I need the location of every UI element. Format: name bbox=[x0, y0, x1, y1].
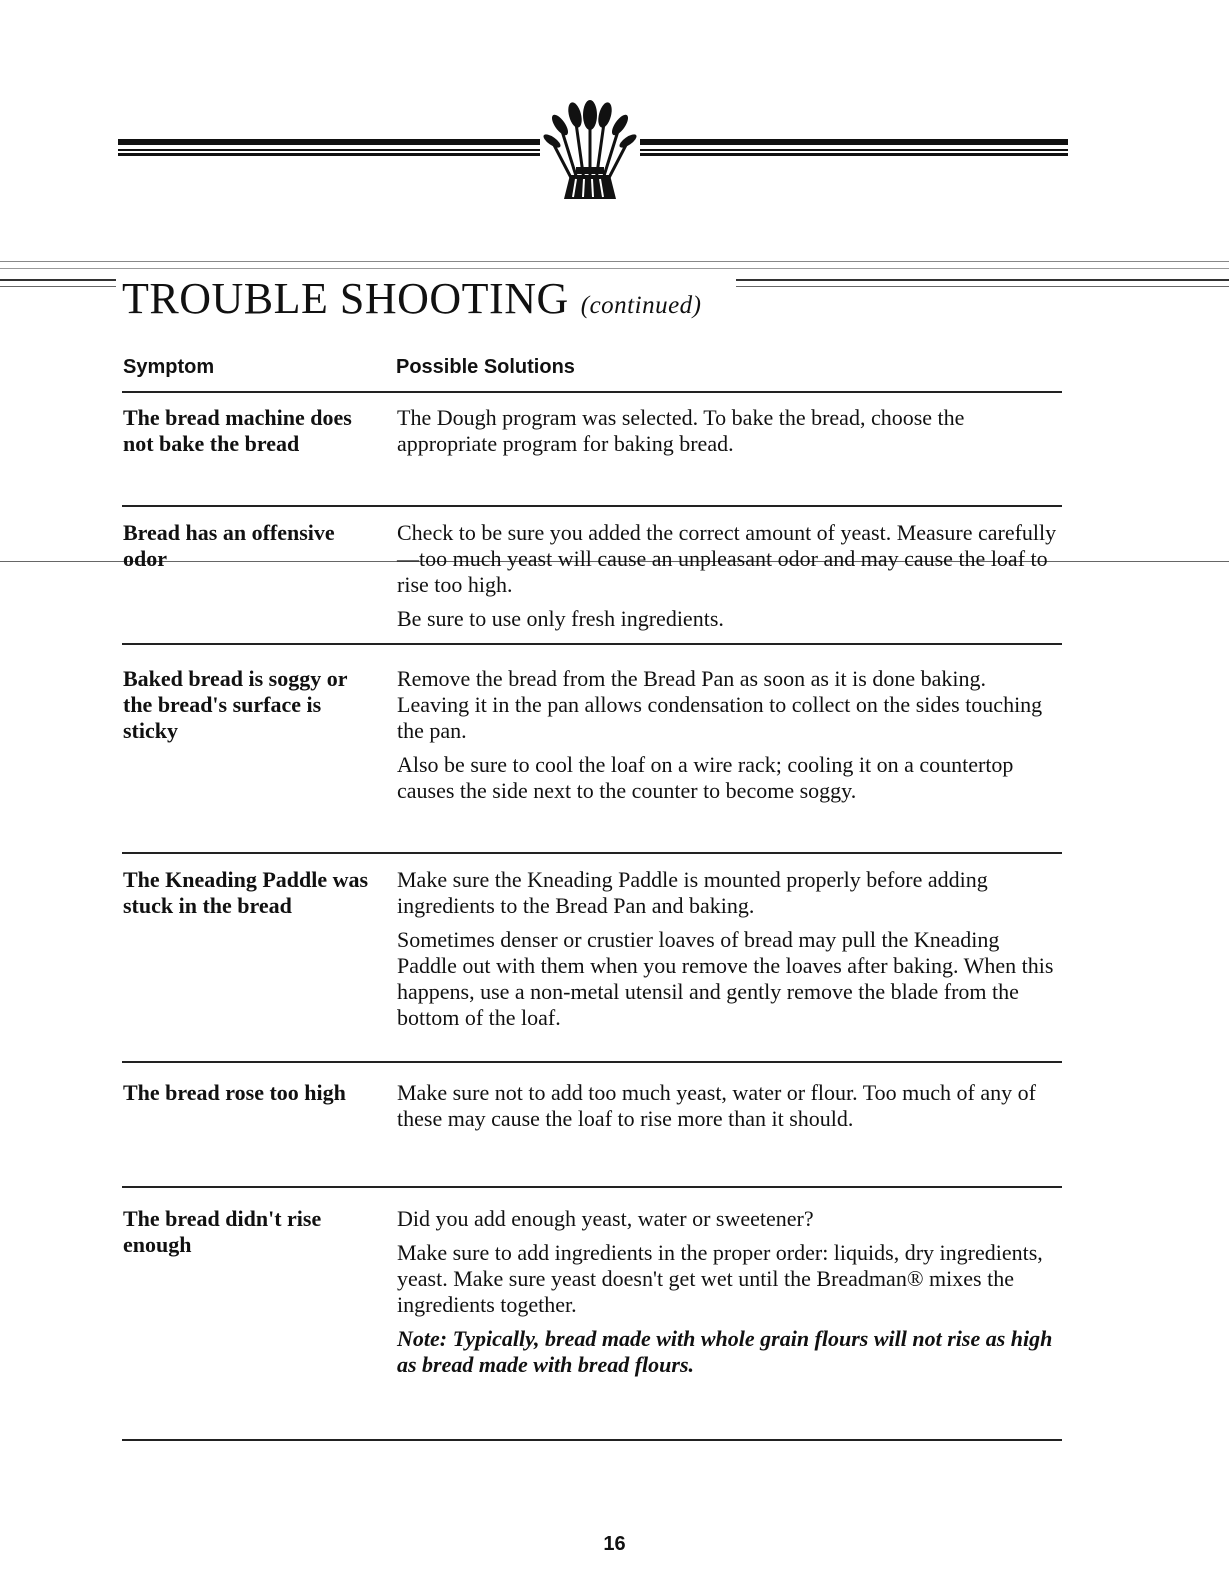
page-number: 16 bbox=[603, 1533, 626, 1555]
continued-label: (continued) bbox=[580, 292, 702, 319]
header-rule bbox=[0, 268, 1229, 269]
solutions-odor bbox=[397, 520, 1057, 640]
solution-text: Remove the bread from the Bread Pan as soon as it is done baking. Leaving it in the pan allows condensation to collect on the sides touching the pan. bbox=[397, 666, 1043, 743]
row-divider bbox=[122, 391, 1062, 393]
header-rule bbox=[0, 261, 1229, 262]
symptom-paddle-stuck: The Kneading Paddle was stuck in the bread bbox=[123, 867, 369, 918]
solutions-rose-too-high bbox=[397, 1080, 1057, 1140]
solution-text: The Dough program was selected. To bake the bread, choose the appropriate program for baking bread. bbox=[397, 405, 965, 456]
solutions-no-bake bbox=[397, 405, 1057, 465]
page-title: TROUBLE SHOOTING (continued) bbox=[122, 274, 702, 323]
solution-text: Also be sure to cool the loaf on a wire rack; cooling it on a countertop causes the side next to the counter to become soggy. bbox=[397, 752, 1014, 803]
wheat-sheaf-icon bbox=[540, 95, 640, 203]
symptom-no-bake: The bread machine does not bake the bread bbox=[123, 405, 352, 456]
symptom-soggy: Baked bread is soggy or the bread's surface is sticky bbox=[123, 666, 348, 743]
solution-text: Sometimes denser or crustier loaves of bread may pull the Kneading Paddle out with them when you remove the loaves after baking. When this happens, use a non-metal utensil and gently remove the blade from the bottom of the loaf. bbox=[397, 927, 1054, 1030]
solutions-soggy bbox=[397, 666, 1057, 812]
solution-text: Check to be sure you added the correct amount of yeast. Measure carefully—too much yeast will cause an unpleasant odor and may cause the loaf to rise too high. bbox=[397, 520, 1057, 597]
symptom-odor: Bread has an offensive odor bbox=[123, 520, 335, 571]
solution-text: Be sure to use only fresh ingredients. bbox=[397, 606, 724, 631]
solution-note: Note: Typically, bread made with whole grain flours will not rise as high as bread made with bread flours. bbox=[397, 1326, 1053, 1377]
row-divider bbox=[122, 1061, 1062, 1063]
solution-text: Make sure not to add too much yeast, water or flour. Too much of any of these may cause the loaf to rise more than it should. bbox=[397, 1080, 1036, 1131]
row-divider bbox=[122, 643, 1062, 645]
row-divider bbox=[122, 505, 1062, 507]
solution-text: Make sure the Kneading Paddle is mounted properly before adding ingredients to the Bread Pan and baking. bbox=[397, 867, 988, 918]
row-divider bbox=[122, 1186, 1062, 1188]
symptom-column-header: Symptom bbox=[123, 356, 215, 378]
solution-text: Did you add enough yeast, water or sweetener? bbox=[397, 1206, 814, 1231]
solutions-not-rise-enough bbox=[397, 1206, 1057, 1386]
solutions-column-header: Possible Solutions bbox=[396, 356, 575, 378]
symptom-rose-too-high: The bread rose too high bbox=[123, 1080, 346, 1105]
row-divider bbox=[122, 1439, 1062, 1441]
symptom-not-rise-enough: The bread didn't rise enough bbox=[123, 1206, 322, 1257]
solutions-paddle-stuck bbox=[397, 867, 1057, 1039]
row-divider bbox=[122, 852, 1062, 854]
solution-text: Make sure to add ingredients in the proper order: liquids, dry ingredients, yeast. Make sure yeast doesn't get wet until the Breadman® mixes the ingredients together. bbox=[397, 1240, 1043, 1317]
